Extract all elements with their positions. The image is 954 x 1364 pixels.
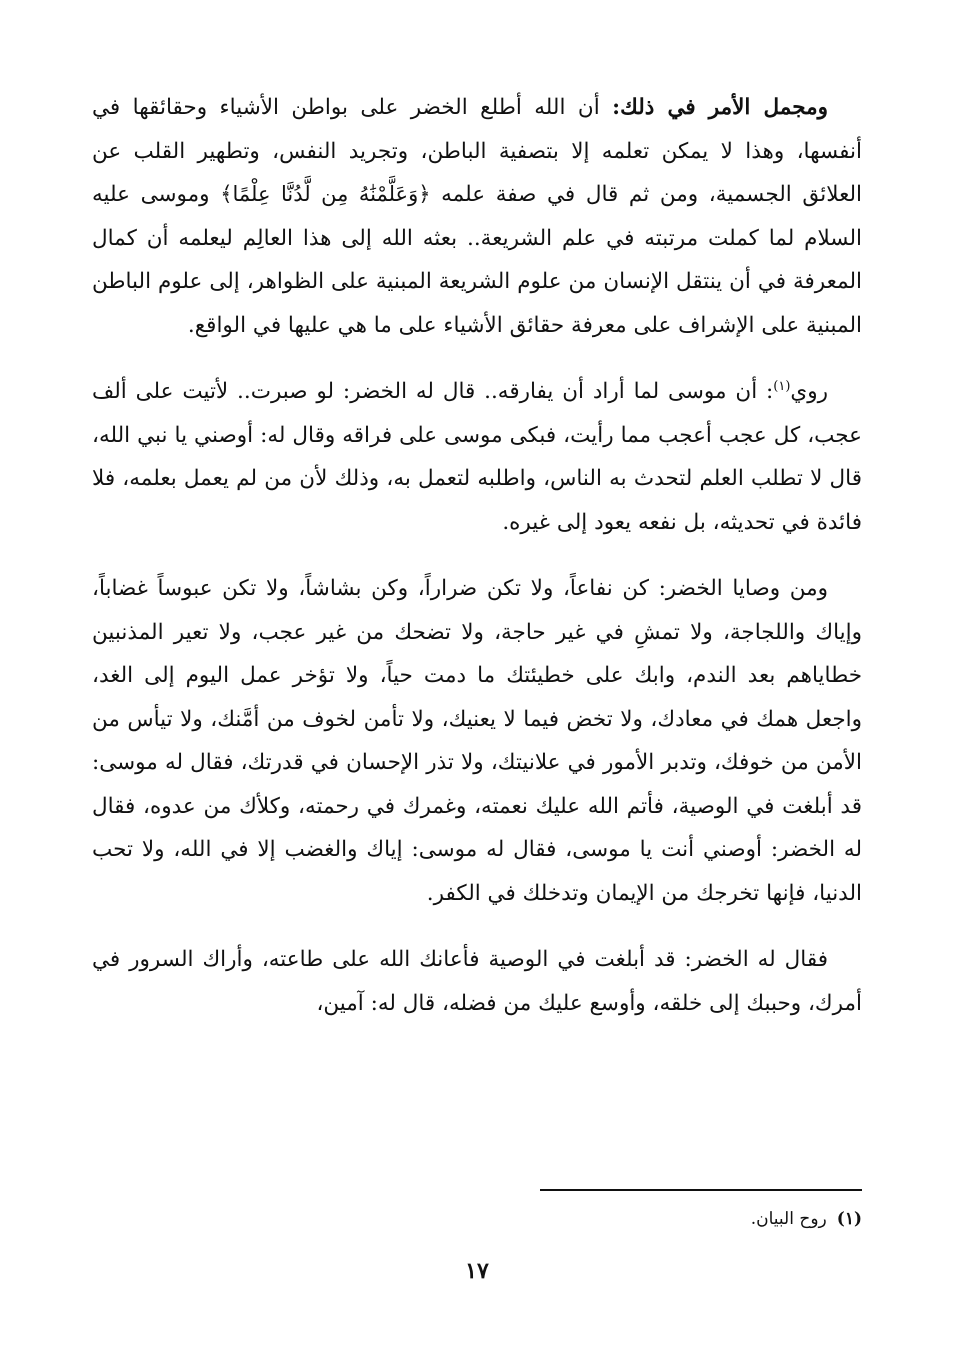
paragraph-3 — [92, 567, 862, 915]
paragraph-lead: ومجمل الأمر في ذلك: — [612, 95, 828, 120]
body-text — [92, 86, 862, 1048]
footnote — [362, 1204, 862, 1234]
paragraph-text: أن الله أطلع الخضر على بواطن الأشياء وحقائقها في أنفسها، وهذا لا يمكن تعلمه إلا بتصفية الباطن، وتجريد النفس، وتطهير القلب عن العلائق الجسمية، ومن ثم قال في صفة علمه — [92, 95, 862, 207]
footnote-reference[interactable]: (١) — [773, 378, 791, 394]
paragraph-text: : أن موسى لما أراد أن يفارقه.. قال له الخضر: لو صبرت.. لأتيت على ألف عجب، كل عجب أعجب مما رأيت، فبكى موسى على فراقه وقال له: أوصني يا نبي الله، قال لا تطلب العلم لتحدث به الناس، واطلبه لتعمل به، وذلك لأن من لم يعمل بعلمه، فلا فائدة في تحديثه، بل نفعه يعود إلى غيره. — [92, 379, 862, 535]
paragraph-text: ومن وصايا الخضر: كن نفاعاً، ولا تكن ضراراً، وكن بشاشاً، ولا تكن عبوساً غضاباً، وإياك واللجاجة، ولا تمشِ في غير حاجة، ولا تضحك من غير عجب، ولا تعير المذنبين خطاياهم بعد الندم، وابك على خطيئتك ما دمت حياً، ولا تؤخر عمل اليوم إلى الغد، واجعل همك في معادك، ولا تخض فيما لا يعنيك، ولا تأمن لخوف من أمَّنك، ولا تيأس من الأمن من خوفك، وتدبر الأمور في علانيتك، ولا تذر الإحسان في قدرتك، فقال له موسى: قد أبلغت في الوصية، فأتم الله عليك نعمته، وغمرك في رحمته، وكلأك من عدوه، فقال له الخضر: أوصني أنت يا موسى، فقال له موسى: إياك والغضب إلا في الله، ولا تحب الدنيا، فإنها تخرجك من الإيمان وتدخلك في الكفر. — [92, 576, 862, 906]
footnote-text: روح البيان. — [750, 1209, 827, 1229]
paragraph-text: فقال له الخضر: قد أبلغت في الوصية فأعانك الله على طاعته، وأراك السرور في أمرك، وحببك إلى خلقه، وأوسع عليك من فضله، قال له: آمين، — [92, 947, 862, 1016]
quran-verse: ﴿وَعَلَّمْنَٰهُ مِن لَّدُنَّا عِلْمًا﴾ — [220, 182, 431, 206]
paragraph-word: روي — [790, 379, 828, 404]
paragraph-2 — [92, 370, 862, 544]
page-number: ١٧ — [465, 1258, 489, 1284]
footnote-number: (١) — [836, 1209, 862, 1229]
footnote-divider — [540, 1189, 862, 1191]
paragraph-1 — [92, 86, 862, 347]
paragraph-4 — [92, 938, 862, 1025]
paragraph-text: وموسى عليه السلام لما كملت مرتبته في علم الشريعة.. بعثه الله إلى هذا العالِم ليعلمه أن كمال المعرفة في أن ينتقل الإنسان من علوم الشريعة المبنية على الظواهر، إلى علوم الباطن المبنية على الإشراف على معرفة حقائق الأشياء على ما هي عليها في الواقع. — [92, 182, 862, 338]
